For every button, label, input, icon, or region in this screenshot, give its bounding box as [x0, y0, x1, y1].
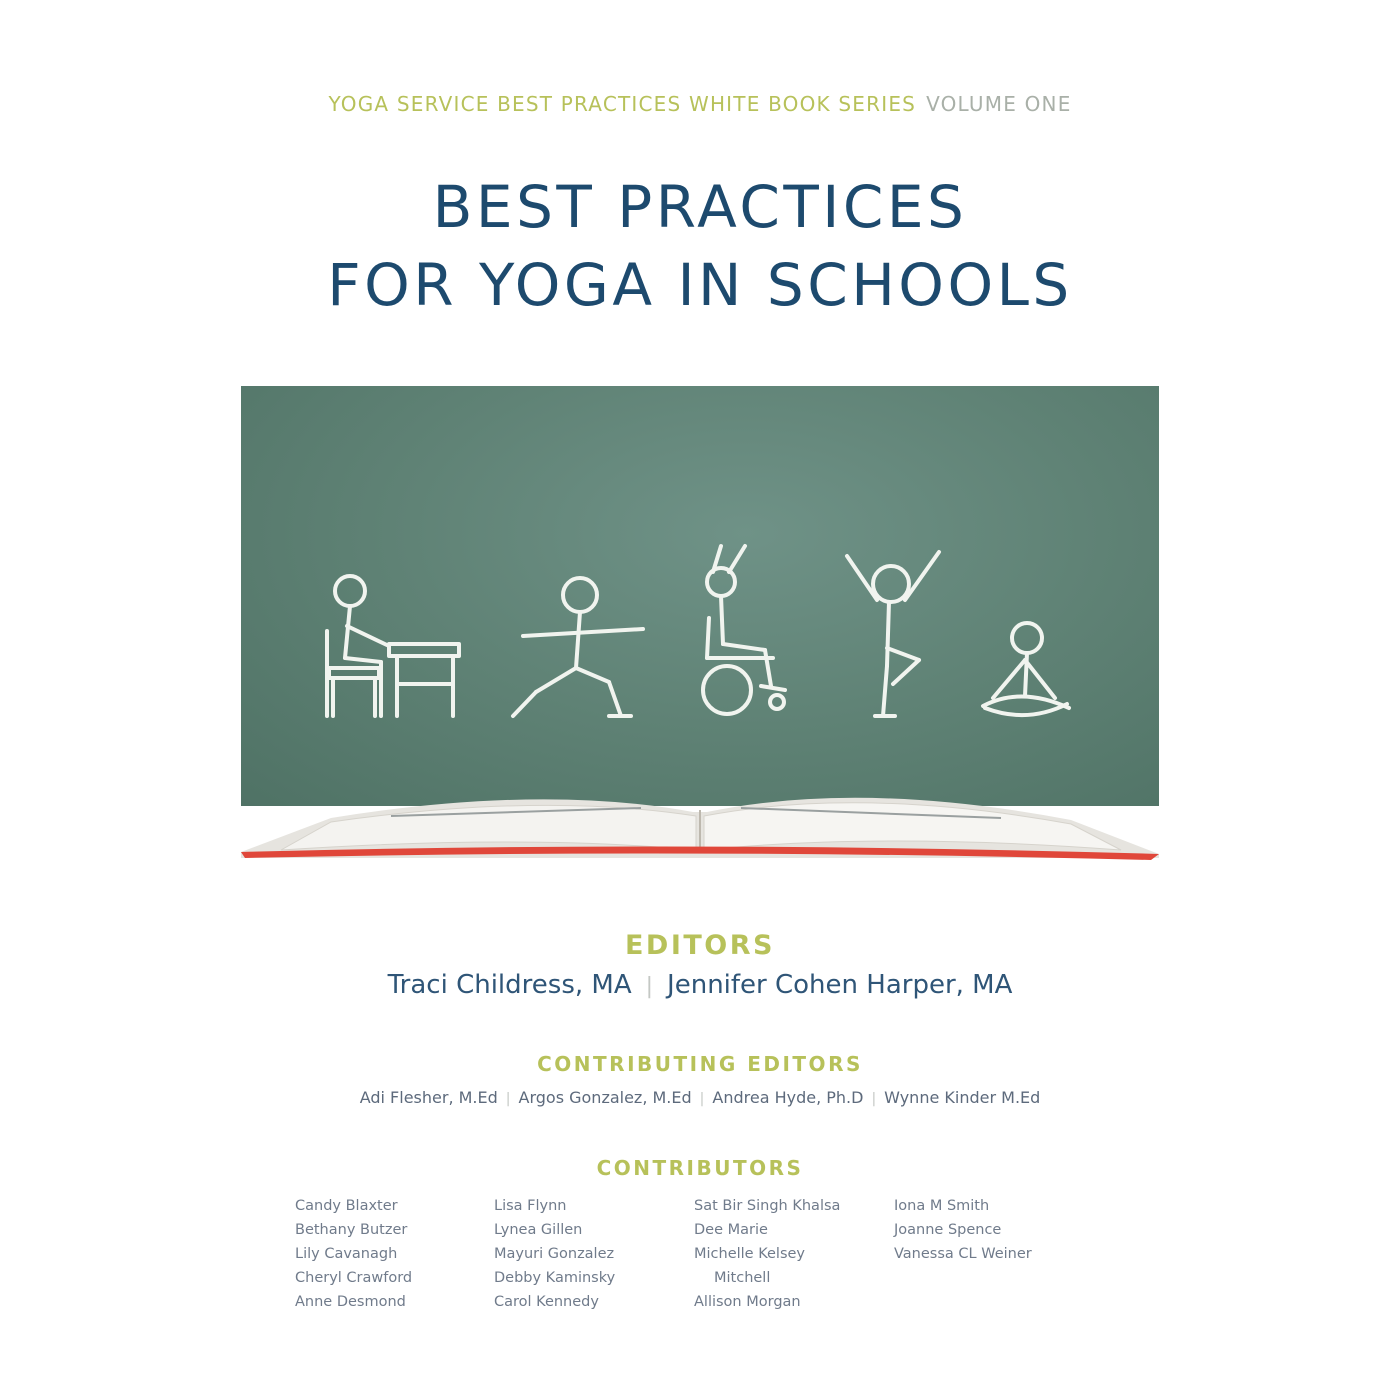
figure-wheelchair — [703, 546, 785, 714]
contributors-column-4 — [894, 1194, 1032, 1266]
contributor-name: Iona M Smith — [894, 1198, 990, 1214]
contributor-name: Cheryl Crawford — [295, 1270, 413, 1286]
contributors-column-1 — [295, 1194, 412, 1314]
contributor-name: Allison Morgan — [694, 1294, 801, 1310]
contributing-editors-names: Adi Flesher, M.Ed | Argos Gonzalez, M.Ed | Andrea Hyde, Ph.D | Wynne Kinder M.Ed — [359, 1088, 1041, 1107]
figure-meditation — [983, 623, 1069, 715]
contributor-name: Michelle Kelsey — [694, 1246, 806, 1262]
chalkboard-illustration — [241, 386, 1159, 806]
contributor-name: Lisa Flynn — [494, 1198, 567, 1214]
contributors-column-2 — [494, 1194, 615, 1314]
contributor-name: Bethany Butzer — [295, 1222, 408, 1238]
contributing-editor-name: Adi Flesher, M.Ed — [359, 1088, 498, 1107]
contributing-editors-label: CONTRIBUTING EDITORS — [537, 1052, 863, 1076]
contributors-label: CONTRIBUTORS — [596, 1156, 804, 1180]
series-name: YOGA SERVICE BEST PRACTICES WHITE BOOK SERIES — [328, 92, 917, 116]
contributor-name: Sat Bir Singh Khalsa — [694, 1198, 841, 1214]
contributor-name: Carol Kennedy — [494, 1294, 599, 1310]
contributor-name: Debby Kaminsky — [494, 1270, 616, 1286]
contributing-editor-name: Argos Gonzalez, M.Ed — [518, 1088, 692, 1107]
figure-sitting-at-desk — [327, 576, 459, 716]
title-line-1: BEST PRACTICES — [432, 173, 968, 241]
editor-name: Traci Childress, MA — [387, 970, 632, 1000]
contributors-column-3 — [694, 1194, 840, 1314]
contributor-name: Mayuri Gonzalez — [494, 1246, 615, 1262]
contributor-name: Candy Blaxter — [295, 1198, 398, 1214]
contributor-name: Dee Marie — [694, 1222, 768, 1238]
contributor-name: Joanne Spence — [894, 1222, 1002, 1238]
contributing-editor-name: Andrea Hyde, Ph.D — [712, 1088, 864, 1107]
contributor-name-continuation: Mitchell — [714, 1270, 771, 1286]
title-line-2: FOR YOGA IN SCHOOLS — [327, 251, 1073, 319]
editors-label: EDITORS — [624, 930, 775, 961]
contributor-name: Vanessa CL Weiner — [894, 1246, 1032, 1262]
editors-names: Traci Childress, MA | Jennifer Cohen Harper, MA — [387, 970, 1013, 1000]
contributor-name: Lynea Gillen — [494, 1222, 583, 1238]
editor-name: Jennifer Cohen Harper, MA — [667, 970, 1013, 1000]
figure-tree-pose — [847, 552, 939, 716]
contributing-editor-name: Wynne Kinder M.Ed — [884, 1088, 1041, 1107]
series-volume: VOLUME ONE — [926, 92, 1072, 116]
contributor-name: Lily Cavanagh — [295, 1246, 398, 1262]
book-title — [0, 168, 1400, 324]
figure-warrior-pose — [513, 578, 643, 716]
contributor-name: Anne Desmond — [295, 1294, 406, 1310]
series-line — [0, 92, 1400, 116]
open-book-illustration — [241, 770, 1159, 880]
